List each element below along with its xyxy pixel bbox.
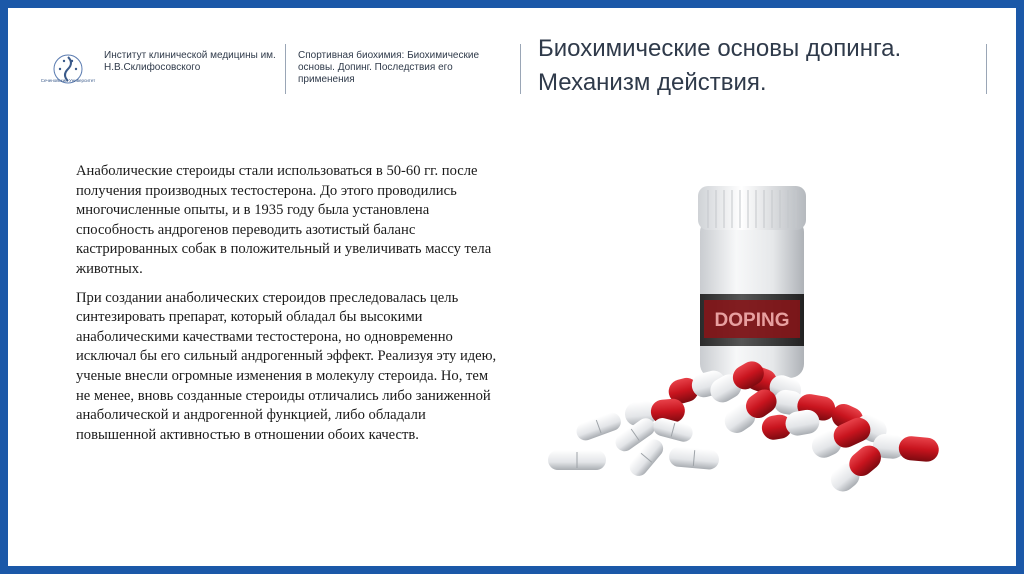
paragraph: При создании анаболических стероидов преследовалась цель синтезировать препарат, который обладал бы высокими анаболическими качествами тестостерона, но одновременно исключал бы его сильный андрогенный эффект. Реализуя эту идею, ученые внесли огромные изменения в молекулу стероида. Но, тем не менее, вновь созданные стероиды отличались либо заниженной анаболической и андрогенной функцией, либо обладали повышенной активностью в отношении обоих качеств. <box>76 289 497 443</box>
slide-body <box>76 162 506 454</box>
header-divider <box>986 44 987 94</box>
slide-title-line1: Биохимические основы допинга. <box>538 35 902 62</box>
course-name: Спортивная биохимия: Биохимические основы. Допинг. Последствия его применения <box>298 50 480 85</box>
slide-title <box>538 32 978 100</box>
pill-bottle <box>698 186 806 378</box>
logo-caption: Сеченовский Университет <box>40 78 96 83</box>
header-divider <box>285 44 286 94</box>
slide-title-line2: Механизм действия. <box>538 69 767 96</box>
header-divider <box>520 44 521 94</box>
institute-name: Институт клинической медицины им. Н.В.Склифосовского <box>104 50 276 73</box>
paragraph: Анаболические стероиды стали использоваться в 50-60 гг. после получения производных тестостерона. До этого проводились многочисленные опыты, и в 1935 году была установлена способность андрогенов переводить азотистый баланс кастрированных собак в положительный и увеличивать массу тела животных. <box>76 163 492 277</box>
bottle-label: DOPING <box>714 310 790 331</box>
university-logo-icon <box>44 46 92 96</box>
doping-pills-illustration <box>538 178 958 508</box>
